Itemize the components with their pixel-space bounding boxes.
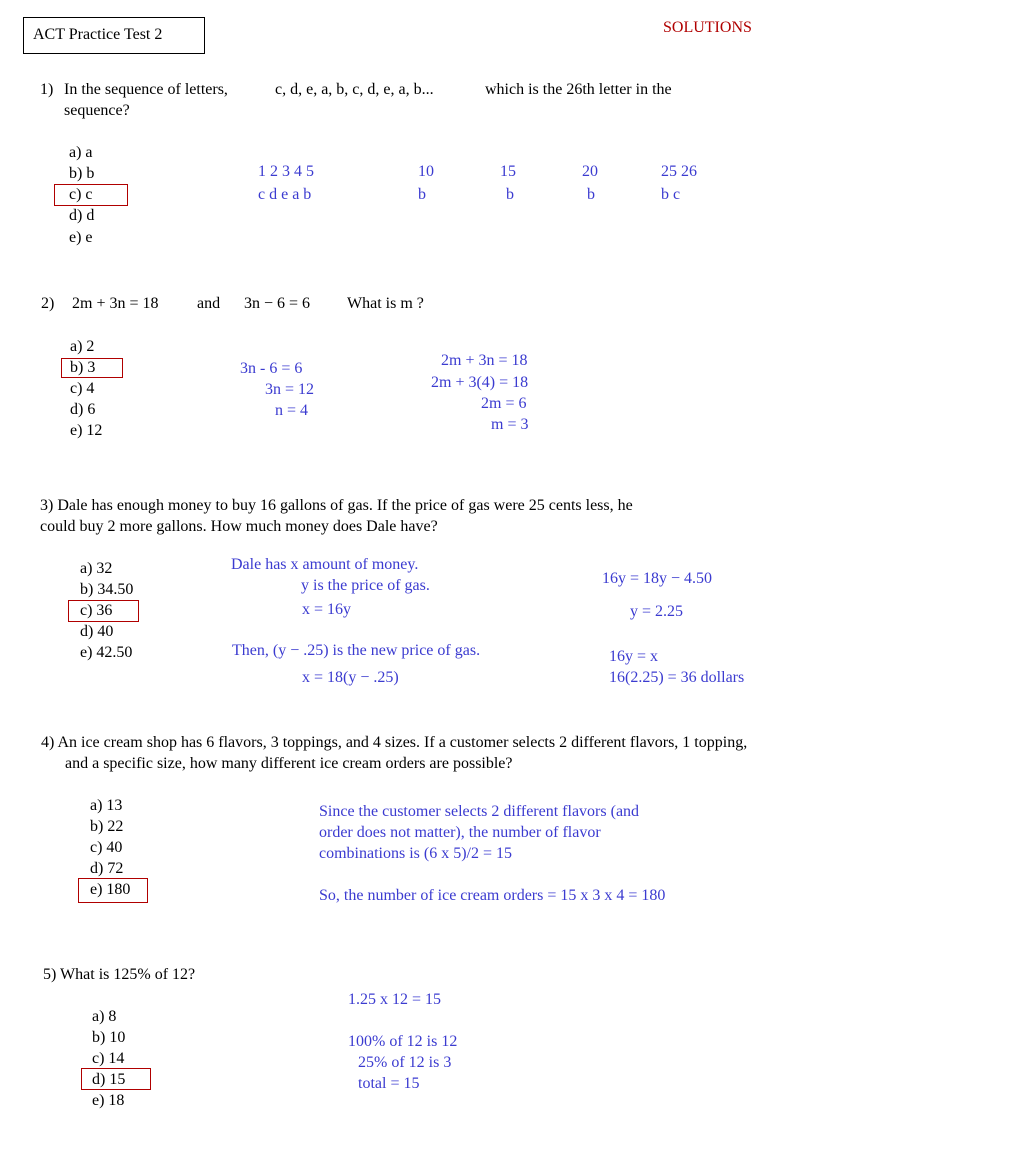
q2-and: and xyxy=(197,295,221,312)
q5-work-1: 1.25 x 12 = 15 xyxy=(348,991,442,1008)
q3-option-b: b) 34.50 xyxy=(80,581,134,598)
q2-eq2: 3n − 6 = 6 xyxy=(244,295,311,312)
q1-number: 1) xyxy=(40,81,54,98)
q5-option-d: d) 15 xyxy=(92,1071,126,1088)
q3-work-7: y = 2.25 xyxy=(630,603,684,620)
q1-work-numbers: 1 2 3 4 5 xyxy=(258,163,314,180)
q2-work-left-3: n = 4 xyxy=(275,402,309,419)
q2-work-right-2: 2m + 3(4) = 18 xyxy=(431,374,529,391)
q3-work-4: Then, (y − .25) is the new price of gas. xyxy=(232,642,481,659)
q4-text-line1: 4) An ice cream shop has 6 flavors, 3 toppings, and 4 sizes. If a customer selects 2 different flavors, 1 topping, xyxy=(41,734,748,751)
q4-option-b: b) 22 xyxy=(90,818,124,835)
q5-option-c: c) 14 xyxy=(92,1050,125,1067)
q1-option-a: a) a xyxy=(69,144,93,161)
q3-work-8: 16y = x xyxy=(609,648,659,665)
q1-work-letters: c d e a b xyxy=(258,186,312,203)
q1-text-part2: c, d, e, a, b, c, d, e, a, b... xyxy=(275,81,434,98)
q4-option-c: c) 40 xyxy=(90,839,123,856)
q1-work-l10: b xyxy=(418,186,426,203)
q2-work-right-3: 2m = 6 xyxy=(481,395,527,412)
q5-option-b: b) 10 xyxy=(92,1029,126,1046)
q2-option-b: b) 3 xyxy=(70,359,96,376)
q4-work-2: order does not matter), the number of flavor xyxy=(319,824,601,841)
q1-option-b: b) b xyxy=(69,165,95,182)
q3-work-2: y is the price of gas. xyxy=(301,577,430,594)
q1-option-c: c) c xyxy=(69,186,93,203)
q5-work-2: 100% of 12 is 12 xyxy=(348,1033,458,1050)
q5-question: 5) What is 125% of 12? xyxy=(43,966,196,983)
q1-text-part3: which is the 26th letter in the xyxy=(485,81,672,98)
q5-work-3: 25% of 12 is 3 xyxy=(358,1054,452,1071)
q3-text-line2: could buy 2 more gallons. How much money does Dale have? xyxy=(40,518,438,535)
q1-text-part1: In the sequence of letters, xyxy=(64,81,228,98)
q1-work-l20: b xyxy=(587,186,595,203)
q1-work-n2526: 25 26 xyxy=(661,163,697,180)
q4-text-line2: and a specific size, how many different ice cream orders are possible? xyxy=(65,755,513,772)
q3-text-line1: 3) Dale has enough money to buy 16 gallons of gas. If the price of gas were 25 cents less, he xyxy=(40,497,633,514)
q4-option-e: e) 180 xyxy=(90,881,131,898)
q2-option-e: e) 12 xyxy=(70,422,103,439)
test-title: ACT Practice Test 2 xyxy=(33,26,163,43)
q3-option-a: a) 32 xyxy=(80,560,113,577)
q2-option-d: d) 6 xyxy=(70,401,96,418)
q2-work-right-4: m = 3 xyxy=(491,416,529,433)
q1-work-n15: 15 xyxy=(500,163,516,180)
q5-option-e: e) 18 xyxy=(92,1092,125,1109)
q1-work-l15: b xyxy=(506,186,514,203)
q2-option-c: c) 4 xyxy=(70,380,95,397)
q3-option-e: e) 42.50 xyxy=(80,644,133,661)
q3-work-1: Dale has x amount of money. xyxy=(231,556,419,573)
q2-eq1: 2m + 3n = 18 xyxy=(72,295,159,312)
q4-option-d: d) 72 xyxy=(90,860,124,877)
q2-work-left-1: 3n - 6 = 6 xyxy=(240,360,303,377)
q4-work-1: Since the customer selects 2 different flavors (and xyxy=(319,803,640,820)
q1-work-n20: 20 xyxy=(582,163,598,180)
q3-work-6: 16y = 18y − 4.50 xyxy=(602,570,713,587)
q1-work-n10: 10 xyxy=(418,163,434,180)
q4-work-4: So, the number of ice cream orders = 15 x 3 x 4 = 180 xyxy=(319,887,666,904)
q5-option-a: a) 8 xyxy=(92,1008,117,1025)
q3-work-5: x = 18(y − .25) xyxy=(302,669,399,686)
q1-text-part4: sequence? xyxy=(64,102,130,119)
solutions-label: SOLUTIONS xyxy=(663,19,752,36)
q1-option-d: d) d xyxy=(69,207,95,224)
test-title-box xyxy=(23,17,205,54)
q1-work-l2526: b c xyxy=(661,186,681,203)
q2-work-right-1: 2m + 3n = 18 xyxy=(441,352,528,369)
q2-ask: What is m ? xyxy=(347,295,424,312)
q5-work-4: total = 15 xyxy=(358,1075,420,1092)
q2-option-a: a) 2 xyxy=(70,338,95,355)
q1-option-e: e) e xyxy=(69,229,93,246)
q2-work-left-2: 3n = 12 xyxy=(265,381,315,398)
q2-number: 2) xyxy=(41,295,55,312)
q3-option-c: c) 36 xyxy=(80,602,113,619)
q3-work-3: x = 16y xyxy=(302,601,352,618)
q3-option-d: d) 40 xyxy=(80,623,114,640)
q4-option-a: a) 13 xyxy=(90,797,123,814)
q3-work-9: 16(2.25) = 36 dollars xyxy=(609,669,745,686)
q4-work-3: combinations is (6 x 5)/2 = 15 xyxy=(319,845,513,862)
